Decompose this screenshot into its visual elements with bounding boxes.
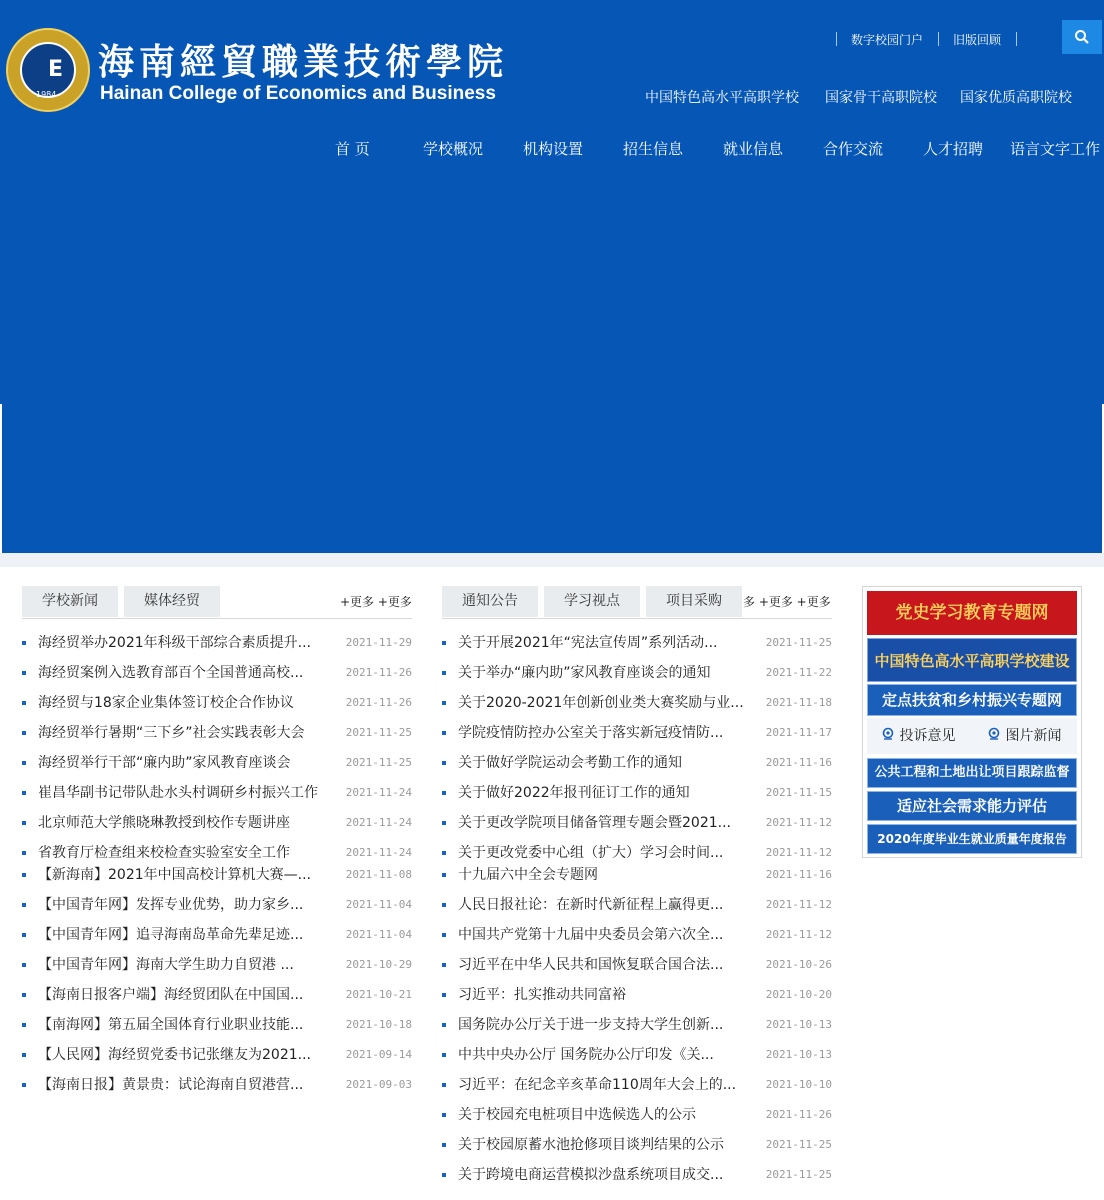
logo-letter: E	[48, 57, 64, 82]
list-item[interactable]	[442, 893, 832, 917]
list-item-title[interactable]: 【海南日报】黄景贵：试论海南自贸港营...	[38, 1077, 304, 1093]
bullet-icon	[22, 851, 26, 855]
bullet-icon	[442, 993, 446, 997]
list-item-title[interactable]: 海经贸案例入选教育部百个全国普通高校...	[38, 665, 304, 681]
bullet-icon	[22, 1083, 26, 1087]
high-level-school-link[interactable]: 中国特色高水平高职学校建设	[867, 638, 1077, 682]
list-item-date: 2021-11-29	[345, 636, 412, 649]
digital-campus-link[interactable]: 数字校园门户	[851, 33, 924, 47]
list-item-title[interactable]: 【海南日报客户端】海经贸团队在中国国...	[38, 987, 304, 1003]
list-item[interactable]	[22, 863, 412, 887]
bullet-icon	[442, 1053, 446, 1057]
bullet-icon	[442, 1173, 446, 1177]
employment-report-link[interactable]: 2020年度毕业生就业质量年度报告	[867, 824, 1077, 854]
list-item[interactable]	[442, 781, 832, 805]
list-item-date: 2021-11-08	[345, 868, 412, 881]
bullet-icon	[442, 731, 446, 735]
bullet-icon	[442, 851, 446, 855]
photo-news-label: 图片新闻	[1005, 728, 1062, 744]
list-item[interactable]	[442, 983, 832, 1007]
list-item[interactable]	[442, 923, 832, 947]
list-item[interactable]	[442, 953, 832, 977]
list-item[interactable]	[442, 1133, 832, 1157]
list-item-date: 2021-10-20	[765, 988, 832, 1001]
list-item-title[interactable]: 海经贸举办2021年科级干部综合素质提升...	[38, 635, 311, 651]
list-item[interactable]	[442, 1163, 832, 1187]
college-logo[interactable]	[6, 28, 90, 112]
nav-home[interactable]: 首 页	[335, 140, 370, 158]
divider	[938, 32, 939, 46]
list-item[interactable]	[22, 1073, 412, 1097]
tab-media[interactable]: 媒体经贸	[124, 586, 220, 617]
quick-links-row	[867, 718, 1077, 754]
list-item-date: 2021-11-24	[345, 816, 412, 829]
list-item-date: 2021-11-26	[345, 696, 412, 709]
list-item-title[interactable]: 习近平在中华人民共和国恢复联合国合法...	[458, 957, 724, 973]
list-item-title[interactable]: 关于做好2022年报刊征订工作的通知	[458, 785, 690, 801]
list-item[interactable]	[22, 661, 412, 685]
badge-high-level[interactable]: 中国特色高水平高职学校	[645, 90, 799, 106]
list-item-date: 2021-11-25	[345, 726, 412, 739]
list-item[interactable]	[442, 811, 832, 835]
search-icon	[1074, 29, 1090, 45]
nav-language[interactable]: 语言文字工作	[1010, 140, 1101, 158]
list-item-title[interactable]: 习近平：扎实推动共同富裕	[458, 987, 626, 1003]
nav-overview[interactable]: 学校概况	[423, 140, 484, 158]
list-item-title[interactable]: 北京师范大学熊晓琳教授到校作专题讲座	[38, 815, 290, 831]
bullet-icon	[442, 671, 446, 675]
complaint-label: 投诉意见	[899, 728, 956, 744]
list-item-date: 2021-11-25	[765, 1168, 832, 1181]
bullet-icon	[442, 821, 446, 825]
list-item-date: 2021-10-21	[345, 988, 412, 1001]
college-name-en: Hainan College of Economics and Business	[100, 83, 496, 104]
bullet-icon	[442, 1113, 446, 1117]
bullet-icon	[22, 873, 26, 877]
tab-notices[interactable]: 通知公告	[442, 586, 538, 617]
list-item-date: 2021-11-12	[765, 816, 832, 829]
bullet-icon	[442, 933, 446, 937]
header-bar	[0, 0, 1104, 404]
list-item-date: 2021-11-25	[345, 756, 412, 769]
list-item[interactable]	[22, 721, 412, 745]
list-item-title[interactable]: 【中国青年网】发挥专业优势，助力家乡...	[38, 897, 304, 913]
nav-recruitment[interactable]: 人才招聘	[923, 140, 984, 158]
bullet-icon	[22, 903, 26, 907]
bullet-icon	[22, 731, 26, 735]
divider	[836, 32, 837, 46]
section-gap	[0, 553, 1104, 567]
list-item[interactable]	[22, 1013, 412, 1037]
list-item-date: 2021-11-26	[765, 1108, 832, 1121]
assessment-link[interactable]: 适应社会需求能力评估	[867, 791, 1077, 821]
list-item[interactable]	[442, 863, 832, 887]
banner-slideshow[interactable]	[2, 404, 1102, 553]
divider	[1016, 32, 1017, 46]
more-link-left[interactable]: +更多 +更多	[340, 595, 412, 609]
bullet-icon	[22, 933, 26, 937]
bullet-icon	[22, 761, 26, 765]
poverty-relief-link[interactable]: 定点扶贫和乡村振兴专题网	[867, 684, 1077, 716]
photo-news-link[interactable]	[987, 718, 1061, 754]
list-item[interactable]	[442, 691, 832, 715]
list-item[interactable]	[22, 983, 412, 1007]
list-item[interactable]	[22, 691, 412, 715]
search-button[interactable]	[1062, 20, 1102, 54]
list-item-title[interactable]: 关于校园充电桩项目中选候选人的公示	[458, 1107, 696, 1123]
list-item-title[interactable]: 【南海网】第五届全国体育行业职业技能...	[38, 1017, 304, 1033]
list-item-title[interactable]: 关于开展2021年“宪法宣传周”系列活动...	[458, 635, 718, 651]
list-item-date: 2021-10-13	[765, 1048, 832, 1061]
list-item[interactable]	[22, 893, 412, 917]
nav-departments[interactable]: 机构设置	[523, 140, 584, 158]
list-item-title[interactable]: 关于做好学院运动会考勤工作的通知	[458, 755, 682, 771]
bullet-icon	[442, 1143, 446, 1147]
list-item-date: 2021-11-12	[765, 928, 832, 941]
nav-admissions[interactable]: 招生信息	[623, 140, 684, 158]
list-item[interactable]	[22, 631, 412, 655]
list-item-date: 2021-10-26	[765, 958, 832, 971]
party-history-link[interactable]: 党史学习教育专题网	[867, 591, 1077, 635]
more-link-middle[interactable]: 多 +更多 +更多	[743, 595, 831, 609]
list-item[interactable]	[22, 841, 412, 865]
list-item-title[interactable]: 【新海南】2021年中国高校计算机大赛—...	[38, 867, 311, 883]
list-item[interactable]	[22, 751, 412, 775]
bullet-icon	[22, 1053, 26, 1057]
bullet-icon	[442, 701, 446, 705]
list-item-date: 2021-11-15	[765, 786, 832, 799]
tab-study[interactable]: 学习视点	[544, 586, 640, 617]
logo-year: 1984	[36, 90, 57, 99]
list-item-title[interactable]: 省教育厅检查组来校检查实验室安全工作	[38, 845, 290, 861]
nav-cooperation[interactable]: 合作交流	[823, 140, 884, 158]
list-item-date: 2021-11-17	[765, 726, 832, 739]
list-item[interactable]	[22, 811, 412, 835]
list-item-date: 2021-09-14	[345, 1048, 412, 1061]
badge-backbone[interactable]: 国家骨干高职院校	[825, 90, 937, 106]
location-icon	[881, 727, 895, 742]
list-item-title[interactable]: 海经贸与18家企业集体签订校企合作协议	[38, 695, 294, 711]
list-item-date: 2021-11-22	[765, 666, 832, 679]
list-item-date: 2021-10-10	[765, 1078, 832, 1091]
list-item-date: 2021-11-04	[345, 928, 412, 941]
sidebar-links	[862, 586, 1082, 858]
list-item-date: 2021-11-12	[765, 846, 832, 859]
bullet-icon	[22, 701, 26, 705]
list-item[interactable]	[442, 1073, 832, 1097]
tab-procurement[interactable]: 项目采购	[646, 586, 742, 617]
list-item[interactable]	[442, 1013, 832, 1037]
list-item-date: 2021-11-04	[345, 898, 412, 911]
list-item-title[interactable]: 学院疫情防控办公室关于落实新冠疫情防...	[458, 725, 724, 741]
tab-underline	[22, 618, 412, 619]
list-item-date: 2021-11-24	[345, 786, 412, 799]
bullet-icon	[442, 1023, 446, 1027]
list-item-date: 2021-11-18	[765, 696, 832, 709]
list-item-title[interactable]: 【中国青年网】海南大学生助力自贸港 ...	[38, 957, 294, 973]
bullet-icon	[22, 1023, 26, 1027]
list-item-title[interactable]: 【中国青年网】追寻海南岛革命先辈足迹...	[38, 927, 304, 943]
list-item-date: 2021-11-12	[765, 898, 832, 911]
list-item-title[interactable]: 人民日报社论：在新时代新征程上赢得更...	[458, 897, 724, 913]
bullet-icon	[22, 641, 26, 645]
list-item-title[interactable]: 海经贸举行暑期“三下乡”社会实践表彰大会	[38, 725, 305, 741]
badge-quality[interactable]: 国家优质高职院校	[960, 90, 1072, 106]
bullet-icon	[22, 791, 26, 795]
bullet-icon	[442, 791, 446, 795]
list-item-title[interactable]: 关于2020-2021年创新创业类大赛奖励与业...	[458, 695, 744, 711]
list-item[interactable]	[442, 751, 832, 775]
list-item-title[interactable]: 关于更改学院项目储备管理专题会暨2021...	[458, 815, 731, 831]
list-item[interactable]	[22, 1043, 412, 1067]
tab-underline	[442, 618, 832, 619]
bullet-icon	[22, 963, 26, 967]
list-item-title[interactable]: 中国共产党第十九届中央委员会第六次全...	[458, 927, 724, 943]
bullet-icon	[442, 1083, 446, 1087]
list-item-title[interactable]: 十九届六中全会专题网	[458, 867, 598, 883]
list-item-title[interactable]: 习近平：在纪念辛亥革命110周年大会上的...	[458, 1077, 737, 1093]
list-item-title[interactable]: 关于举办“廉内助”家风教育座谈会的通知	[458, 665, 711, 681]
list-item-date: 2021-11-16	[765, 756, 832, 769]
nav-employment[interactable]: 就业信息	[723, 140, 784, 158]
list-item[interactable]	[442, 631, 832, 655]
bullet-icon	[22, 821, 26, 825]
list-item-date: 2021-11-25	[765, 1138, 832, 1151]
list-item-date: 2021-11-24	[345, 846, 412, 859]
list-item-date: 2021-11-26	[345, 666, 412, 679]
list-item[interactable]	[442, 1043, 832, 1067]
bullet-icon	[442, 761, 446, 765]
location-icon	[987, 727, 1001, 742]
tab-school-news[interactable]: 学校新闻	[22, 586, 118, 617]
bullet-icon	[442, 903, 446, 907]
list-item[interactable]	[442, 1103, 832, 1127]
list-item-title[interactable]: 国务院办公厅关于进一步支持大学生创新...	[458, 1017, 724, 1033]
list-item[interactable]	[442, 661, 832, 685]
old-version-link[interactable]: 旧版回顾	[953, 33, 1002, 47]
list-item[interactable]	[22, 923, 412, 947]
list-item[interactable]	[22, 781, 412, 805]
complaint-link[interactable]	[881, 718, 955, 754]
list-item[interactable]	[22, 953, 412, 977]
list-item-title[interactable]: 关于跨境电商运营模拟沙盘系统项目成交...	[458, 1167, 724, 1183]
list-item-date: 2021-10-29	[345, 958, 412, 971]
list-item-date: 2021-09-03	[345, 1078, 412, 1091]
list-item-title[interactable]: 崔昌华副书记带队赴水头村调研乡村振兴工作	[38, 785, 318, 801]
bullet-icon	[22, 671, 26, 675]
bullet-icon	[22, 993, 26, 997]
list-item-title[interactable]: 【人民网】海经贸党委书记张继友为2021...	[38, 1047, 311, 1063]
list-item-title[interactable]: 关于校园原蓄水池抢修项目谈判结果的公示	[458, 1137, 724, 1153]
college-name-cn: 海南經貿職業技術學院	[98, 41, 509, 83]
bullet-icon	[442, 873, 446, 877]
list-item-date: 2021-11-25	[765, 636, 832, 649]
list-item-title[interactable]: 海经贸举行干部“廉内助”家风教育座谈会	[38, 755, 291, 771]
list-item-title[interactable]: 关于更改党委中心组（扩大）学习会时间...	[458, 845, 724, 861]
list-item-date: 2021-11-16	[765, 868, 832, 881]
list-item-date: 2021-10-13	[765, 1018, 832, 1031]
list-item-title[interactable]: 中共中央办公厅 国务院办公厅印发《关...	[458, 1047, 714, 1063]
list-item-date: 2021-10-18	[345, 1018, 412, 1031]
public-works-link[interactable]: 公共工程和土地出让项目跟踪监督	[867, 758, 1077, 788]
bullet-icon	[442, 963, 446, 967]
bullet-icon	[442, 641, 446, 645]
list-item[interactable]	[442, 721, 832, 745]
list-item[interactable]	[442, 841, 832, 865]
